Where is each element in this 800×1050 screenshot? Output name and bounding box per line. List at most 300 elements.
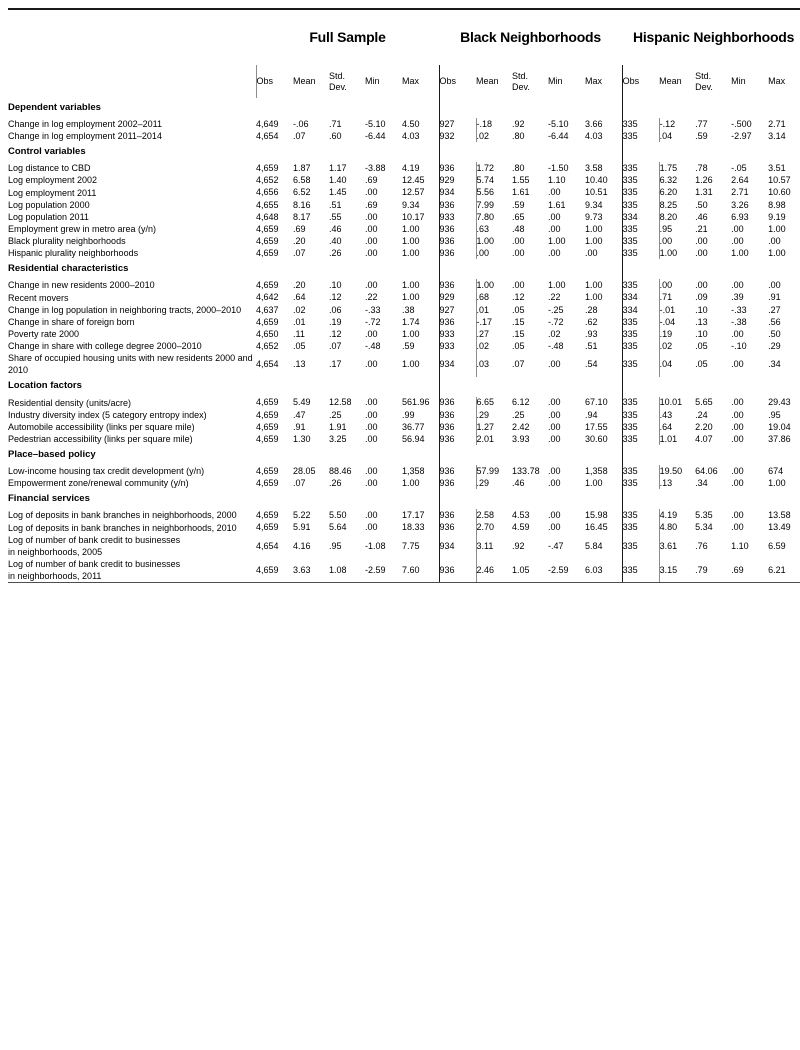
cell-hispanic-mean: .00	[659, 280, 673, 291]
cell-black-mean: .02	[476, 131, 490, 142]
table-row	[8, 292, 800, 304]
section-title: Dependent variables	[8, 101, 101, 113]
cell-black-stddev: .25	[512, 409, 525, 420]
table-row	[8, 199, 800, 211]
cell-black-min: .00	[548, 465, 561, 476]
table-row	[8, 223, 800, 235]
subheader-black-obs: Obs	[439, 65, 476, 98]
cell-full-max: 1.00	[402, 328, 420, 339]
cell-hispanic-min: .00	[731, 421, 744, 432]
table-body	[8, 98, 800, 583]
cell-full-obs: 4,637	[256, 304, 279, 315]
cell-full-obs: 4,659	[256, 522, 279, 533]
cell-black-mean: .00	[476, 248, 490, 259]
section-title: Residential characteristics	[8, 262, 129, 274]
cell-hispanic-max: 29.43	[768, 397, 791, 408]
cell-full-min: -.33	[365, 304, 381, 315]
cell-hispanic-stddev: 4.07	[695, 433, 713, 444]
cell-hispanic-obs: 335	[622, 187, 659, 199]
cell-black-obs: 936	[439, 522, 476, 534]
cell-hispanic-max: .56	[768, 316, 781, 327]
cell-black-obs: 936	[439, 316, 476, 328]
cell-hispanic-min: .00	[731, 223, 744, 234]
cell-black-max: 10.51	[585, 187, 608, 198]
cell-black-mean: 5.56	[476, 187, 495, 198]
row-label: Change in log population in neighboring tracts, 2000–2010	[8, 304, 242, 315]
cell-full-stddev: 3.25	[329, 433, 347, 444]
cell-hispanic-mean: .71	[659, 292, 673, 303]
row-label: Change in share with college degree 2000–2010	[8, 341, 202, 352]
cell-hispanic-min: .00	[731, 465, 744, 476]
cell-hispanic-max: .00	[768, 236, 781, 247]
cell-black-mean: .29	[476, 478, 490, 489]
cell-black-min: -5.10	[548, 118, 569, 129]
cell-hispanic-stddev: 5.35	[695, 510, 713, 521]
cell-full-stddev: .07	[329, 341, 342, 351]
cell-hispanic-mean: -.04	[659, 316, 676, 327]
cell-full-stddev: .25	[329, 409, 342, 420]
cell-full-mean: .69	[293, 223, 306, 234]
cell-hispanic-mean: 4.80	[659, 522, 678, 533]
cell-full-obs: 4,659	[256, 433, 279, 444]
cell-full-min: .00	[365, 465, 378, 476]
cell-black-mean: 1.00	[476, 280, 495, 291]
row-label: Poverty rate 2000	[8, 328, 80, 339]
cell-full-obs: 4,659	[256, 248, 279, 259]
cell-hispanic-obs: 335	[622, 235, 659, 247]
cell-black-stddev: .92	[512, 118, 525, 129]
cell-black-mean: -.17	[476, 316, 493, 327]
cell-hispanic-obs: 335	[622, 130, 659, 142]
subheader-hispanic-max: Max	[768, 76, 786, 87]
cell-full-mean: 1.87	[293, 163, 311, 174]
cell-hispanic-max: 6.21	[768, 558, 800, 583]
cell-hispanic-max: 1.00	[768, 248, 786, 259]
cell-black-mean: 5.74	[476, 175, 495, 186]
cell-black-obs: 934	[439, 352, 476, 376]
cell-full-obs: 4,659	[256, 316, 279, 327]
cell-hispanic-min: .00	[731, 510, 744, 521]
cell-full-min: .00	[365, 248, 378, 259]
section-pad-full	[256, 377, 439, 397]
cell-full-mean: 3.63	[293, 558, 329, 583]
cell-black-stddev: 133.78	[512, 465, 540, 476]
corner-blank-cell	[8, 9, 256, 65]
section-title: Place–based policy	[8, 448, 96, 460]
cell-hispanic-obs: 335	[622, 174, 659, 186]
cell-black-min: 1.00	[548, 236, 566, 247]
cell-full-stddev: .55	[329, 211, 342, 222]
cell-black-max: 9.34	[585, 199, 603, 210]
cell-full-min: -5.10	[365, 118, 386, 129]
cell-black-obs: 932	[439, 130, 476, 142]
table-row	[8, 352, 800, 376]
cell-full-max: 1.74	[402, 316, 420, 327]
cell-black-max: 3.66	[585, 118, 603, 129]
cell-full-stddev: 1.45	[329, 187, 347, 198]
cell-full-min: .00	[365, 211, 378, 222]
cell-black-max: 1,358	[585, 465, 608, 476]
cell-full-min: .00	[365, 359, 378, 370]
cell-black-max: .00	[585, 248, 598, 259]
cell-black-mean: .63	[476, 223, 490, 234]
cell-full-min: .00	[365, 236, 378, 247]
section-pad-black	[439, 142, 622, 162]
cell-hispanic-min: .00	[731, 328, 744, 339]
cell-full-max: .38	[402, 304, 415, 315]
row-label: Industry diversity index (5 category entropy index)	[8, 409, 207, 420]
cell-hispanic-mean: .04	[659, 359, 673, 370]
section-pad-full	[256, 98, 439, 118]
cell-hispanic-stddev: .50	[695, 199, 708, 210]
cell-black-obs: 936	[439, 433, 476, 445]
cell-hispanic-stddev: 2.20	[695, 421, 713, 432]
row-label: Log population 2000	[8, 199, 90, 210]
row-label: Black plurality neighborhoods	[8, 236, 126, 247]
cell-full-stddev: 88.46	[329, 465, 352, 476]
cell-hispanic-obs: 335	[622, 534, 659, 558]
cell-hispanic-obs: 335	[622, 118, 659, 130]
cell-full-stddev: .40	[329, 236, 342, 247]
cell-hispanic-obs: 334	[622, 304, 659, 316]
table-row	[8, 509, 800, 521]
cell-black-obs: 927	[439, 304, 476, 316]
cell-black-obs: 936	[439, 465, 476, 477]
cell-full-stddev: .71	[329, 118, 342, 129]
cell-full-max: 4.50	[402, 118, 420, 129]
cell-black-stddev: .46	[512, 478, 525, 489]
table-row	[8, 235, 800, 247]
cell-full-min: .00	[365, 433, 378, 444]
cell-black-mean: 57.99	[476, 465, 500, 476]
cell-full-obs: 4,659	[256, 558, 293, 583]
cell-hispanic-min: 6.93	[731, 211, 749, 222]
cell-full-obs: 4,659	[256, 421, 279, 432]
cell-black-mean: 2.70	[476, 522, 495, 533]
cell-full-stddev: .26	[329, 248, 342, 259]
cell-full-stddev: .12	[329, 292, 342, 303]
cell-black-stddev: 1.05	[512, 558, 548, 583]
cell-hispanic-max: .29	[768, 341, 781, 351]
cell-full-mean: .07	[293, 478, 306, 489]
cell-hispanic-max: .91	[768, 292, 781, 303]
group-header-row	[8, 9, 800, 65]
cell-black-mean: 2.46	[476, 558, 512, 583]
cell-black-stddev: .00	[512, 236, 525, 247]
cell-black-stddev: .59	[512, 199, 525, 210]
cell-full-min: .00	[365, 187, 378, 198]
cell-black-obs: 927	[439, 118, 476, 130]
cell-hispanic-max: 6.59	[768, 540, 786, 551]
group-header-hispanic-neighborhoods: Hispanic Neighborhoods	[622, 9, 800, 65]
cell-full-stddev: .46	[329, 223, 342, 234]
cell-hispanic-stddev: .24	[695, 409, 708, 420]
cell-black-obs: 936	[439, 409, 476, 421]
cell-full-stddev: 1.08	[329, 558, 365, 583]
cell-hispanic-max: 674	[768, 465, 784, 476]
section-header-row	[8, 259, 800, 279]
table-row	[8, 304, 800, 316]
table-row	[8, 118, 800, 130]
cell-full-min: .00	[365, 421, 378, 432]
cell-full-obs: 4,652	[256, 175, 279, 186]
cell-black-max: .94	[585, 409, 598, 420]
cell-black-max: 10.40	[585, 175, 608, 186]
cell-hispanic-obs: 335	[622, 223, 659, 235]
row-label: Pedestrian accessibility (links per square mile)	[8, 433, 193, 444]
cell-black-min: 1.61	[548, 199, 566, 210]
cell-hispanic-min: .00	[731, 478, 744, 489]
section-pad-full	[256, 142, 439, 162]
table-row	[8, 477, 800, 489]
cell-black-max: 1.00	[585, 223, 603, 234]
cell-full-obs: 4,659	[256, 409, 279, 420]
cell-hispanic-min: .00	[731, 522, 744, 533]
row-label: Empowerment zone/renewal community (y/n)	[8, 478, 189, 489]
cell-black-min: .00	[548, 522, 561, 533]
row-label: Log population 2011	[8, 211, 89, 222]
cell-black-max: 15.98	[585, 510, 608, 521]
cell-full-min: .00	[365, 223, 378, 234]
cell-hispanic-max: 10.57	[768, 175, 791, 186]
row-label: Low-income housing tax credit development (y/n)	[8, 466, 205, 477]
cell-hispanic-obs: 335	[622, 433, 659, 445]
cell-full-mean: .64	[293, 292, 306, 303]
cell-full-mean: .20	[293, 280, 306, 291]
cell-black-max: 5.84	[585, 540, 603, 551]
cell-black-max: 4.03	[585, 131, 603, 142]
section-pad-full	[256, 445, 439, 465]
cell-hispanic-max: .00	[768, 280, 781, 291]
cell-hispanic-obs: 335	[622, 352, 659, 376]
section-header-row	[8, 445, 800, 465]
cell-black-stddev: 1.55	[512, 175, 530, 186]
cell-full-min: .00	[365, 409, 378, 420]
cell-full-obs: 4,659	[256, 397, 279, 408]
cell-full-obs: 4,659	[256, 510, 279, 521]
cell-black-stddev: .00	[512, 280, 525, 291]
cell-hispanic-mean: 1.75	[659, 163, 678, 174]
cell-full-obs: 4,659	[256, 223, 279, 234]
cell-full-min: .69	[365, 175, 378, 186]
cell-hispanic-mean: 4.19	[659, 510, 678, 521]
cell-black-stddev: .15	[512, 328, 525, 339]
cell-black-mean: .68	[476, 292, 490, 303]
group-header-black-neighborhoods: Black Neighborhoods	[439, 9, 622, 65]
cell-full-min: -3.88	[365, 163, 386, 174]
cell-hispanic-stddev: .77	[695, 118, 708, 129]
cell-hispanic-min: 1.00	[731, 248, 749, 259]
cell-black-mean: 1.00	[476, 236, 495, 247]
row-label: Log of deposits in bank branches in neighborhoods, 2010	[8, 522, 237, 533]
cell-black-min: .00	[548, 397, 561, 408]
cell-full-mean: .05	[293, 341, 306, 351]
section-title: Location factors	[8, 380, 82, 392]
cell-hispanic-mean: 1.00	[659, 248, 678, 259]
cell-full-mean: 4.16	[293, 540, 311, 551]
cell-full-stddev: .12	[329, 328, 342, 339]
cell-hispanic-obs: 335	[622, 465, 659, 477]
cell-full-max: 12.57	[402, 187, 425, 198]
cell-full-mean: .47	[293, 409, 306, 420]
cell-black-stddev: 1.61	[512, 187, 530, 198]
cell-hispanic-stddev: .10	[695, 304, 708, 315]
cell-hispanic-min: .00	[731, 359, 744, 370]
table-row	[8, 328, 800, 340]
cell-full-stddev: .19	[329, 316, 342, 327]
section-pad-black	[439, 377, 622, 397]
cell-full-min: -1.08	[365, 540, 386, 551]
cell-full-mean: 5.22	[293, 510, 311, 521]
cell-full-mean: .07	[293, 248, 306, 259]
cell-full-obs: 4,649	[256, 118, 279, 129]
cell-hispanic-max: .50	[768, 328, 781, 339]
cell-full-max: 36.77	[402, 421, 425, 432]
subheader-full-min: Min	[365, 76, 380, 87]
cell-full-stddev: .06	[329, 304, 342, 315]
cell-hispanic-max: 10.60	[768, 187, 791, 198]
cell-black-min: -.25	[548, 304, 564, 315]
cell-hispanic-max: 13.49	[768, 522, 791, 533]
cell-black-max: 1.00	[585, 292, 603, 303]
table-row	[8, 162, 800, 174]
cell-hispanic-min: .00	[731, 397, 744, 408]
section-pad-hispanic	[622, 98, 800, 118]
cell-full-obs: 4,654	[256, 359, 279, 370]
cell-full-mean: 1.30	[293, 433, 311, 444]
cell-full-obs: 4,659	[256, 465, 279, 476]
cell-black-obs: 933	[439, 328, 476, 340]
cell-black-max: .62	[585, 316, 598, 327]
table-row	[8, 558, 800, 583]
cell-hispanic-min: .00	[731, 409, 744, 420]
cell-full-obs: 4,659	[256, 163, 279, 174]
cell-black-min: -2.59	[548, 558, 585, 583]
cell-hispanic-max: .27	[768, 304, 781, 315]
cell-hispanic-stddev: .05	[695, 341, 708, 351]
cell-full-min: -6.44	[365, 131, 386, 142]
cell-hispanic-obs: 334	[622, 292, 659, 304]
section-header-row	[8, 98, 800, 118]
cell-hispanic-max: .95	[768, 409, 781, 420]
cell-full-obs: 4,648	[256, 211, 279, 222]
table-header	[8, 9, 800, 98]
cell-black-max: 1.00	[585, 236, 603, 247]
cell-black-obs: 936	[439, 509, 476, 521]
cell-hispanic-min: -.33	[731, 304, 747, 315]
subheader-full-std-dev: Std. Dev.	[329, 71, 347, 92]
table-row	[8, 316, 800, 328]
cell-hispanic-max: 3.14	[768, 131, 786, 142]
cell-hispanic-stddev: .46	[695, 211, 708, 222]
cell-hispanic-min: .00	[731, 236, 744, 247]
cell-full-obs: 4,642	[256, 292, 279, 303]
cell-full-max: 1.00	[402, 359, 420, 370]
row-label: Share of occupied housing units with new residents 2000 and 2010	[8, 353, 253, 376]
cell-hispanic-max: .34	[768, 359, 781, 370]
cell-hispanic-mean: -.01	[659, 304, 676, 315]
row-label: Residential density (units/acre)	[8, 397, 132, 408]
cell-full-min: .22	[365, 292, 378, 303]
cell-hispanic-stddev: .21	[695, 223, 708, 234]
cell-black-stddev: .80	[512, 131, 525, 142]
cell-full-obs: 4,659	[256, 478, 279, 489]
cell-black-min: .00	[548, 248, 561, 259]
cell-black-min: -.47	[548, 540, 564, 551]
cell-hispanic-obs: 335	[622, 477, 659, 489]
cell-full-mean: 5.49	[293, 397, 311, 408]
cell-full-max: 1.00	[402, 292, 420, 303]
cell-hispanic-min: .39	[731, 292, 744, 303]
cell-hispanic-stddev: .00	[695, 236, 708, 247]
cell-full-max: 10.17	[402, 211, 425, 222]
cell-full-mean: .11	[293, 328, 305, 339]
cell-full-mean: 28.05	[293, 465, 316, 476]
row-label: Log employment 2011	[8, 187, 97, 198]
cell-black-min: .00	[548, 409, 561, 420]
cell-hispanic-min: 2.64	[731, 175, 749, 186]
cell-black-min: .00	[548, 421, 561, 432]
row-label: Log of number of bank credit to businesses in neighborhoods, 2011	[8, 558, 256, 583]
cell-full-max: 1.00	[402, 223, 420, 234]
row-label: Recent movers	[8, 292, 69, 303]
cell-full-min: .00	[365, 397, 378, 408]
cell-full-max: 7.60	[402, 558, 439, 583]
cell-full-max: 18.33	[402, 522, 425, 533]
cell-black-stddev: .65	[512, 211, 525, 222]
section-header-row	[8, 142, 800, 162]
cell-hispanic-min: 2.71	[731, 187, 749, 198]
cell-black-stddev: .07	[512, 359, 525, 370]
cell-hispanic-min: -.500	[731, 118, 752, 129]
cell-black-max: 9.73	[585, 211, 603, 222]
cell-black-stddev: .48	[512, 223, 525, 234]
cell-hispanic-obs: 335	[622, 558, 659, 583]
cell-hispanic-stddev: .00	[695, 248, 708, 259]
cell-full-max: 4.19	[402, 163, 420, 174]
cell-hispanic-stddev: .59	[695, 131, 708, 142]
cell-black-stddev: .00	[512, 248, 525, 259]
cell-hispanic-min: -2.97	[731, 131, 752, 142]
section-pad-black	[439, 98, 622, 118]
table-row	[8, 421, 800, 433]
cell-hispanic-max: 19.04	[768, 421, 791, 432]
cell-black-min: 1.00	[548, 280, 566, 291]
cell-black-min: -6.44	[548, 131, 569, 142]
cell-black-stddev: .80	[512, 163, 525, 174]
section-pad-full	[256, 259, 439, 279]
subheader-hispanic-mean: Mean	[659, 76, 682, 87]
cell-black-obs: 933	[439, 211, 476, 223]
table-row	[8, 211, 800, 223]
cell-hispanic-obs: 335	[622, 247, 659, 259]
row-label: Hispanic plurality neighborhoods	[8, 248, 139, 259]
cell-full-min: .00	[365, 478, 378, 489]
cell-full-obs: 4,650	[256, 328, 279, 339]
cell-full-stddev: .51	[329, 199, 342, 210]
cell-black-stddev: 3.93	[512, 433, 530, 444]
cell-hispanic-stddev: .00	[695, 280, 708, 291]
row-label: Log of deposits in bank branches in neighborhoods, 2000	[8, 510, 237, 521]
cell-full-max: 1.00	[402, 280, 420, 291]
cell-hispanic-stddev: .79	[695, 558, 731, 583]
cell-black-stddev: .12	[512, 292, 525, 303]
cell-black-max: 67.10	[585, 397, 608, 408]
cell-hispanic-obs: 335	[622, 199, 659, 211]
cell-black-stddev: .05	[512, 304, 525, 315]
section-pad-black	[439, 489, 622, 509]
cell-black-mean: -.18	[476, 118, 493, 129]
